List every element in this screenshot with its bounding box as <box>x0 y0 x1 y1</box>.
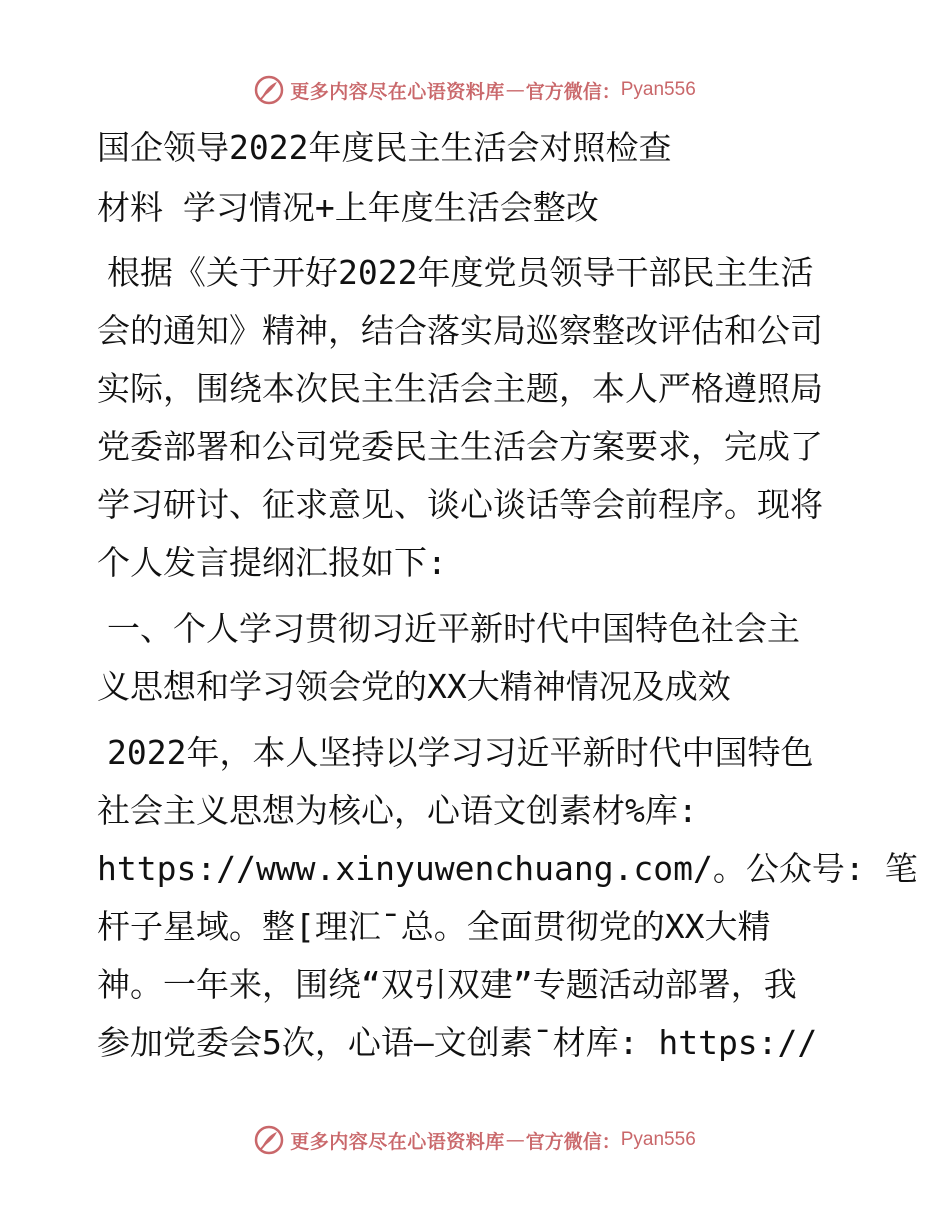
body-line: 神。一年来，围绕“双引双建”专题活动部署，我 <box>97 965 797 1004</box>
document-body <box>97 120 918 1072</box>
body-line: https://www.xinyuwenchuang.com/。公众号: 笔 <box>97 849 918 888</box>
header-site-text: 更多内容尽在心语资料库 <box>290 80 505 103</box>
body-line: 社会主义思想为核心，心语文创素材%库: <box>97 791 698 830</box>
section-1-heading <box>97 600 857 716</box>
intro-line: 党委部署和公司党委民主生活会方案要求，完成了 <box>97 427 823 466</box>
body-paragraph <box>97 724 918 1072</box>
footer-wechat-label: 官方微信： <box>525 1130 621 1153</box>
intro-line: 学习研讨、征求意见、谈心谈话等会前程序。现将 <box>97 485 823 524</box>
quill-logo-icon <box>254 1125 284 1155</box>
document-title-line-1: 国企领导2022年度民主生活会对照检查 <box>97 128 672 167</box>
footer-wechat-id: Pyan556 <box>620 1129 696 1150</box>
section-heading-line: 一、个人学习贯彻习近平新时代中国特色社会主 <box>107 609 800 648</box>
document-title-line-2: 材料 学习情况+上年度生活会整改 <box>97 188 599 227</box>
body-line: 杆子星域。整[理汇¯总。全面贯彻党的XX大精 <box>97 907 771 946</box>
intro-line: 根据《关于开好2022年度党员领导干部民主生活 <box>107 253 814 292</box>
intro-line: 个人发言提纲汇报如下: <box>97 543 447 582</box>
intro-paragraph <box>97 244 857 592</box>
intro-line: 实际，围绕本次民主生活会主题，本人严格遵照局 <box>97 369 823 408</box>
header-wechat-label: 官方微信： <box>525 80 621 103</box>
footer-site-text: 更多内容尽在心语资料库 <box>290 1130 505 1153</box>
body-line: 参加党委会5次，心语—文创素¯材库: https:// <box>97 1023 818 1062</box>
header-banner <box>0 70 950 110</box>
header-separator: — <box>505 79 525 101</box>
body-line: 2022年，本人坚持以学习习近平新时代中国特色 <box>107 733 814 772</box>
quill-logo-icon <box>254 75 284 105</box>
footer-separator: — <box>505 1129 525 1151</box>
header-wechat-id: Pyan556 <box>620 79 696 100</box>
section-heading-line: 义思想和学习领会党的XX大精神情况及成效 <box>97 667 731 706</box>
footer-banner <box>0 1120 950 1160</box>
intro-line: 会的通知》精神，结合落实局巡察整改评估和公司 <box>97 311 823 350</box>
